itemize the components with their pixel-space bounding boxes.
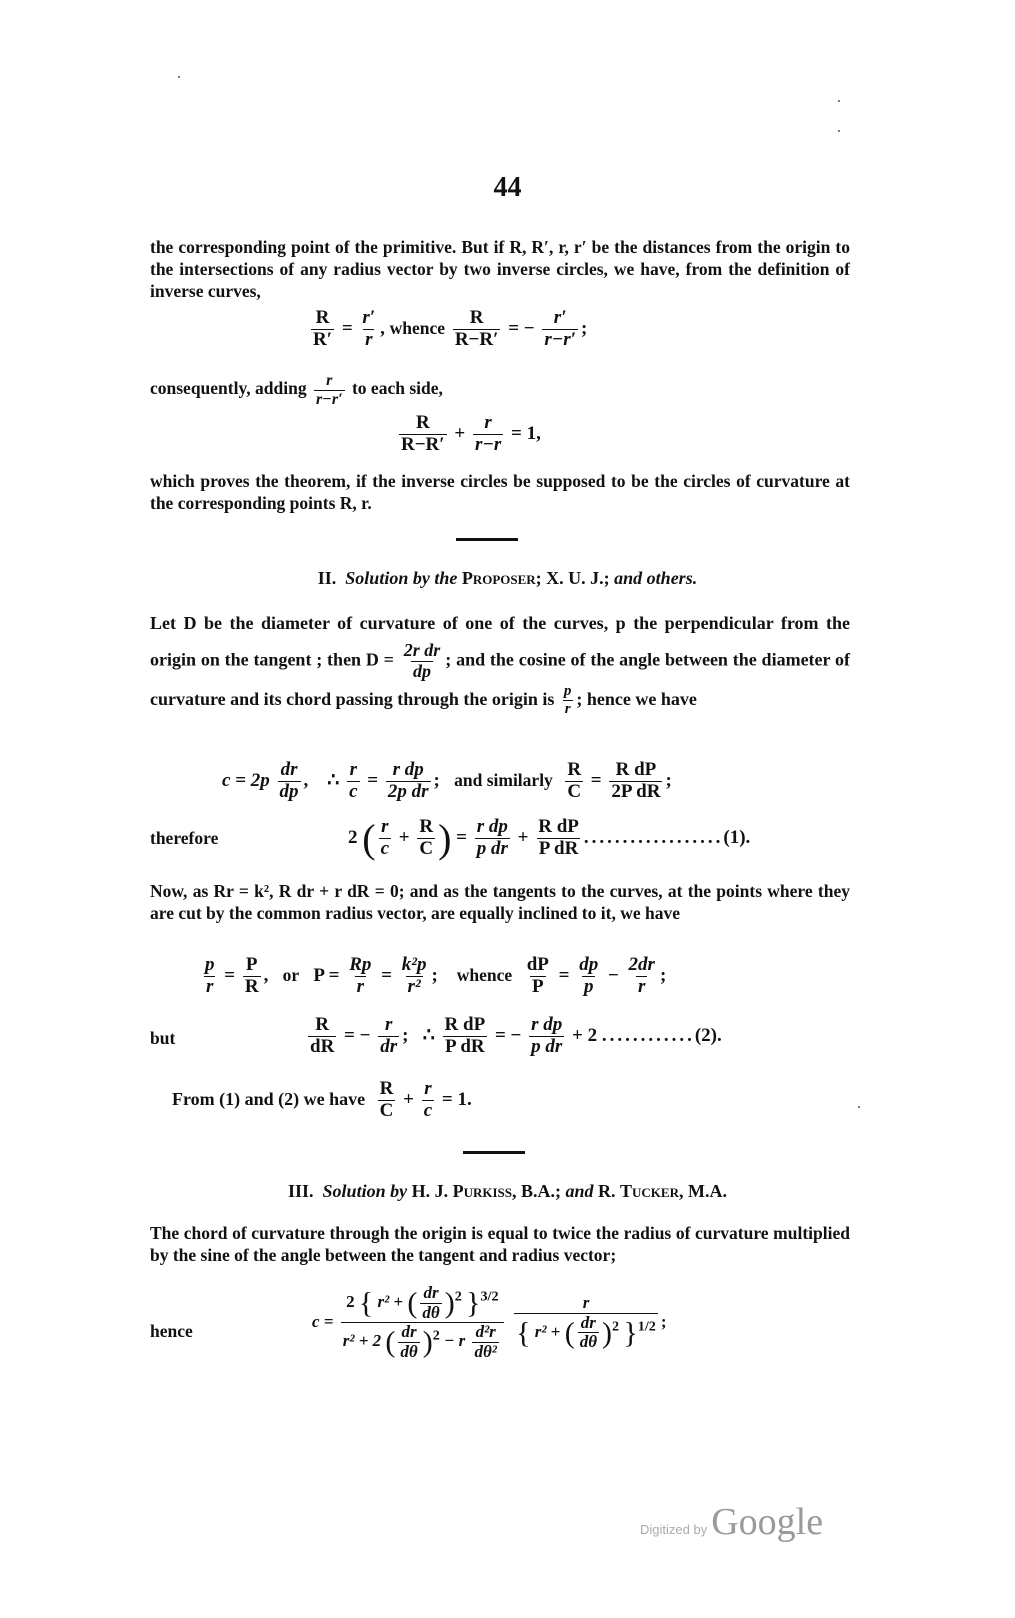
denominator — [514, 1313, 658, 1352]
comma: , — [380, 317, 385, 339]
text: consequently, adding — [150, 378, 307, 399]
numerator: dr — [580, 1312, 596, 1332]
fraction — [420, 1284, 441, 1322]
comma: , — [263, 964, 269, 986]
text: ; and the cosine of the angle between the diameter of curvature and its chord passing through the origin is — [150, 649, 851, 709]
numerator: dr — [423, 1283, 439, 1302]
text: From (1) and (2) we have — [172, 1088, 366, 1109]
equals: = — [341, 317, 353, 339]
leader-dots: ............ — [601, 1024, 695, 1046]
numerator: r — [326, 372, 333, 389]
denominator: R′ — [313, 328, 333, 350]
denominator: r — [206, 975, 214, 997]
fraction — [379, 817, 391, 860]
semicolon: ; — [581, 317, 588, 339]
fraction-main — [341, 1284, 504, 1362]
lhs: c = — [312, 1311, 334, 1331]
numerator — [344, 1284, 500, 1322]
denominator: P dR — [445, 1035, 485, 1057]
scan-speck — [178, 76, 180, 78]
numerator: r — [484, 412, 492, 433]
text: ; hence we have — [576, 688, 697, 709]
denominator: dθ² — [474, 1342, 497, 1362]
paragraph-intro: the corresponding point of the primitive. But if R, R′, r, r′ be the distances from the origin to the intersections of any radius vector by two inverse circles, we have, from the definition of inverse curves, — [150, 237, 850, 301]
fraction — [402, 641, 443, 682]
denominator: c — [380, 838, 390, 859]
adding-line — [150, 372, 443, 408]
text: or — [282, 964, 300, 985]
denominator: dθ — [579, 1332, 598, 1352]
equation-2 — [305, 1015, 722, 1058]
fraction — [386, 760, 431, 803]
denominator: r — [365, 328, 373, 350]
plus: + — [393, 1292, 404, 1312]
equals: = — [456, 826, 467, 848]
section-number: II. — [317, 568, 337, 588]
heading-text: , M.A. — [678, 1181, 727, 1201]
heading-text: H. J. — [411, 1181, 449, 1201]
paren-open: ( — [407, 1286, 418, 1320]
paren-open: ( — [564, 1316, 575, 1350]
heading-italic: and others. — [614, 568, 698, 588]
result-line — [172, 1079, 472, 1122]
fraction — [453, 308, 501, 351]
fraction — [243, 955, 261, 998]
denominator: c — [423, 1099, 433, 1121]
denominator: dp — [413, 660, 432, 681]
denominator: r−r′ — [315, 390, 343, 408]
section-number: III. — [288, 1181, 314, 1201]
fraction — [203, 955, 217, 998]
paragraph-chord: The chord of curvature through the origin is equal to twice the radius of curvature multiplied by the sine of the angle between the tangent and radius vector; — [150, 1223, 850, 1265]
r-squared: r² — [377, 1292, 390, 1312]
numerator: dr — [280, 759, 298, 780]
fraction — [536, 817, 581, 860]
scan-speck — [838, 130, 840, 132]
numerator: R — [415, 412, 430, 433]
equals: = — [367, 769, 379, 791]
denominator: dθ — [400, 1342, 418, 1362]
equals-minus: = − — [494, 1024, 522, 1046]
equals-minus: = − — [508, 317, 535, 339]
heading-italic: and — [565, 1181, 594, 1201]
numerator: p — [205, 954, 215, 975]
heading-text: ; X. U. J.; — [535, 568, 610, 588]
denominator: dp — [279, 780, 299, 802]
numerator: r — [349, 759, 358, 780]
leader-dots: .................. — [583, 826, 724, 848]
numerator: r dp — [476, 816, 508, 838]
fraction — [529, 1015, 564, 1058]
numerator: r′ — [362, 307, 376, 328]
fraction — [577, 955, 600, 998]
fraction — [422, 1079, 434, 1122]
brace-close: } — [623, 1316, 638, 1350]
plus: + — [550, 1321, 561, 1341]
heading-italic: Solution by — [322, 1181, 408, 1201]
denominator: r² — [407, 975, 421, 997]
fraction — [473, 413, 503, 456]
numerator: R dP — [615, 759, 657, 780]
therefore-symbol: ∴ — [327, 769, 340, 791]
plus-two: + 2 — [572, 1024, 598, 1046]
fraction — [542, 308, 578, 351]
fraction — [347, 955, 373, 998]
denominator: C — [567, 780, 582, 802]
semicolon: ; — [659, 964, 667, 986]
heading-text: R. — [598, 1181, 616, 1201]
whence-text: whence — [389, 317, 446, 338]
numerator: R — [315, 307, 330, 328]
equation-1 — [348, 815, 750, 862]
exponent: 1/2 — [637, 1317, 656, 1334]
denominator: C — [379, 1099, 394, 1121]
section-divider — [456, 538, 518, 541]
exponent: 2 — [454, 1288, 462, 1305]
section-heading-ii — [0, 568, 1015, 589]
denominator: P — [531, 975, 544, 997]
minus: − — [607, 964, 619, 986]
semicolon: ; — [660, 1311, 667, 1331]
fraction — [360, 308, 377, 351]
numerator: r — [424, 1078, 432, 1099]
exponent: 2 — [612, 1317, 620, 1334]
denominator: p — [583, 975, 594, 997]
denominator: 2P dR — [611, 780, 661, 802]
heading-italic: Solution by the — [345, 568, 458, 588]
text: to each side, — [351, 378, 443, 399]
denominator: P dR — [538, 838, 579, 859]
but-label: but — [150, 1028, 176, 1048]
brace-open: { — [358, 1286, 374, 1320]
fraction — [475, 817, 510, 860]
paragraph-tangents: Now, as Rr = k², R dr + r dR = 0; and as the tangents to the curves, at the points where they are cut by the common radius vector, are equally inclined to it, we have — [150, 881, 850, 923]
coefficient: 2 — [348, 826, 358, 848]
fraction — [565, 760, 583, 803]
denominator: R−R′ — [454, 328, 499, 350]
plus: + — [454, 422, 466, 444]
denominator — [341, 1322, 504, 1361]
numerator: d²r — [475, 1322, 496, 1342]
paren-open: ( — [385, 1326, 396, 1360]
heading-author: Tucker — [620, 1181, 679, 1201]
fraction — [311, 308, 334, 351]
brace-close: } — [466, 1286, 481, 1320]
denominator: r−r′ — [544, 328, 576, 350]
numerator: R — [379, 1078, 394, 1099]
exponent: 3/2 — [480, 1288, 499, 1305]
equation-chord — [222, 760, 672, 803]
paren-close: ) — [422, 1326, 433, 1360]
digitized-by-text: Digitized by — [640, 1522, 708, 1537]
minus-r: − r — [444, 1331, 466, 1351]
denominator: dr — [380, 1035, 398, 1057]
denominator: c — [349, 780, 358, 802]
paren-open: ( — [362, 816, 376, 861]
equals: = — [381, 964, 392, 986]
equals: = — [590, 769, 602, 791]
numerator: k²p — [401, 954, 427, 975]
equals-one: = 1, — [511, 422, 541, 444]
denominator: p dr — [531, 1035, 563, 1057]
denominator: r−r — [474, 433, 502, 455]
brace-open: { — [516, 1316, 531, 1350]
numerator: R — [315, 1014, 330, 1035]
numerator: 2r dr — [403, 640, 441, 660]
semicolon: ; — [433, 769, 440, 791]
numerator: r′ — [553, 307, 567, 328]
numerator: R dP — [444, 1014, 486, 1035]
comma: , — [303, 769, 309, 791]
section-divider — [463, 1151, 525, 1154]
equals: = — [224, 964, 236, 986]
numerator: R dP — [538, 816, 579, 838]
paren-close: ) — [438, 816, 452, 861]
numerator: dp — [579, 954, 599, 975]
fraction — [398, 1323, 419, 1361]
numerator: dP — [526, 954, 549, 975]
text: Let D be the diameter of curvature of one of the curves, p the perpendicular from the origin on the tangent ; then D = — [150, 613, 850, 670]
numerator: r — [381, 816, 389, 838]
r-squared: r² — [534, 1321, 547, 1341]
denominator: dθ — [422, 1302, 440, 1322]
page-number: 44 — [493, 172, 522, 203]
scan-speck — [838, 100, 840, 102]
exponent: 2 — [432, 1327, 440, 1344]
fraction — [417, 817, 435, 860]
text: and similarly — [454, 769, 553, 790]
fraction — [472, 1323, 498, 1361]
plus: + — [403, 1088, 414, 1110]
therefore-symbol: ∴ — [422, 1024, 435, 1046]
paren-close: ) — [602, 1316, 613, 1350]
numerator: r dp — [531, 1014, 563, 1035]
equation-sum-one — [396, 413, 541, 456]
denominator: R−R′ — [401, 433, 445, 455]
lhs: P = — [313, 964, 340, 986]
paragraph-proof: which proves the theorem, if the inverse circles be supposed to be the circles of curvature at the corresponding points R, r. — [150, 471, 850, 513]
fraction-second — [514, 1294, 658, 1352]
fraction — [627, 955, 657, 998]
fraction — [347, 760, 359, 803]
lhs: c = 2p — [222, 769, 270, 791]
numerator: P — [245, 954, 258, 975]
fraction — [308, 1015, 336, 1058]
heading-text: , B.A.; — [512, 1181, 561, 1201]
denominator: r — [564, 700, 571, 717]
equals-one: = 1. — [441, 1088, 472, 1110]
fraction — [443, 1015, 488, 1058]
numerator: R — [419, 816, 434, 838]
fraction — [378, 1015, 399, 1058]
term: r² + 2 — [342, 1331, 382, 1351]
denominator: dR — [310, 1035, 335, 1057]
equation-tag: (1). — [723, 826, 751, 848]
coefficient: 2 — [346, 1292, 355, 1312]
fraction — [525, 955, 551, 998]
numerator: r — [384, 1014, 393, 1035]
denominator: p dr — [476, 838, 508, 859]
heading-author: Purkiss — [452, 1181, 512, 1201]
equation-tag: (2). — [694, 1024, 722, 1046]
fraction — [609, 760, 662, 803]
section-heading-iii — [0, 1181, 1015, 1202]
google-watermark — [640, 1500, 823, 1544]
google-logo: Google — [711, 1501, 824, 1543]
denominator: r — [356, 975, 365, 997]
paren-close: ) — [444, 1286, 455, 1320]
denominator: C — [419, 838, 434, 859]
fraction — [562, 683, 574, 717]
numerator: dr — [401, 1322, 417, 1342]
paragraph-diameter — [150, 606, 850, 717]
denominator: r — [638, 975, 646, 997]
numerator: R — [567, 759, 582, 780]
denominator: 2p dr — [387, 780, 429, 802]
equals-minus: = − — [344, 1024, 371, 1046]
equals: = — [558, 964, 570, 986]
denominator: R — [244, 975, 259, 997]
fraction — [578, 1314, 599, 1352]
equation-inverse-ratio — [308, 308, 587, 351]
semicolon: ; — [665, 769, 672, 791]
plus: + — [517, 826, 529, 848]
numerator: r dp — [392, 759, 424, 780]
hence-label: hence — [150, 1321, 193, 1341]
numerator: p — [563, 683, 572, 700]
numerator: R — [469, 307, 484, 328]
numerator: 2dr — [628, 954, 655, 975]
numerator: r — [582, 1292, 590, 1312]
fraction — [400, 955, 429, 998]
semicolon: ; — [431, 964, 438, 986]
semicolon: ; — [402, 1024, 409, 1046]
scan-speck — [858, 1106, 860, 1108]
numerator: Rp — [349, 954, 372, 975]
equation-perpendiculars — [200, 955, 666, 998]
fraction — [314, 372, 345, 408]
fraction — [378, 1079, 396, 1122]
plus: + — [398, 826, 410, 848]
fraction — [278, 760, 301, 803]
therefore-label: therefore — [150, 828, 219, 848]
heading-author: Proposer — [461, 568, 536, 588]
equation-chord-formula — [312, 1284, 667, 1362]
fraction — [399, 413, 447, 456]
text: whence — [456, 964, 513, 985]
